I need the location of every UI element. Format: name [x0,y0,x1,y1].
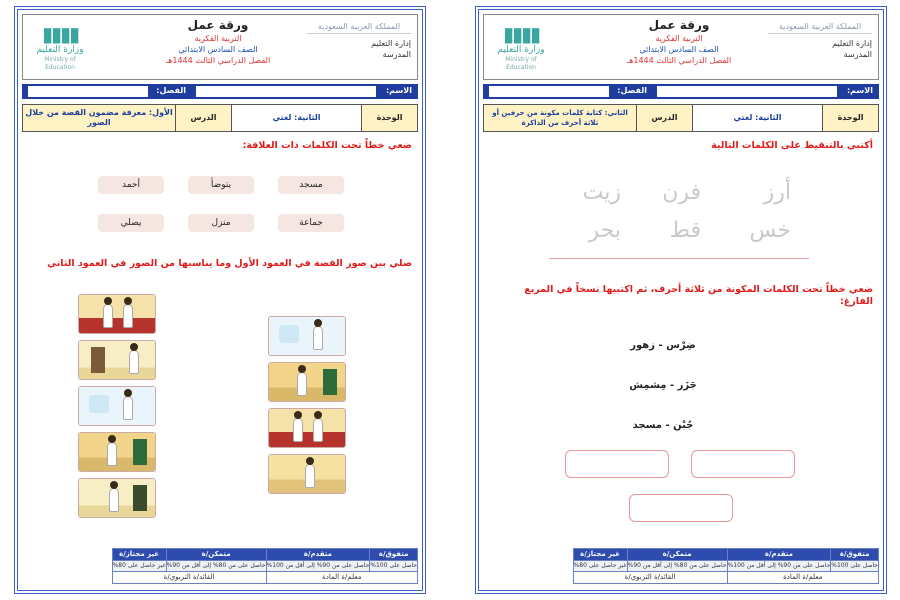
instruction-2: صلي بين صور القصة في العمود الأول وما يناسبها من الصور في العمود الثاني [47,258,412,269]
trace-word[interactable]: قط [669,218,701,243]
subject: التربية الفكرية [655,34,703,43]
level-criterion[interactable]: حاصل على من 90% إلى أقل من 100% [727,560,831,572]
admin-label: إدارة التعليم [371,39,411,48]
level-criterion[interactable]: غير حاصل على 80% [573,560,627,572]
unit-value: الثانية: لغتي [693,105,823,132]
word-chip[interactable]: يصلي [98,214,164,232]
teacher-signature[interactable] [266,572,417,584]
level-criterion[interactable]: حاصل على 100% [370,560,418,572]
word-chip[interactable]: مسجد [278,176,344,194]
word-pair[interactable] [593,340,733,351]
school-label: المدرسة [843,50,872,59]
lesson-value: الأول: معرفة مضمون القصة من خلال الصور [23,105,176,132]
admin-line [768,38,872,49]
logo-icon: ▮▮▮▮ [41,22,79,46]
level-criterion[interactable]: غير حاصل على 80% [112,560,166,572]
subject: التربية الفكرية [194,34,242,43]
level-criterion[interactable]: حاصل على من 80% إلى أقل من 90% [166,560,266,572]
school-label: المدرسة [382,50,411,59]
name-field[interactable] [196,86,376,97]
ministry-name-en: Ministry of Education [505,56,537,71]
answer-box[interactable] [629,494,733,522]
level-header: غير مجتاز/ة [573,549,627,561]
class-field[interactable] [28,86,148,97]
name-bar [483,84,879,99]
header [483,14,879,80]
ministry-name-ar: وزارة التعليم [36,45,84,55]
kingdom-emblem: المملكة العربية السعودية [307,21,411,34]
pair-word[interactable]: جَزَر [677,380,697,391]
logo-icon: ▮▮▮▮ [502,22,540,46]
ministry-name-en: Ministry of Education [44,56,76,71]
instruction-1: ضعي خطاً تحت الكلمات ذات العلاقة: [242,140,412,151]
worksheet-page-left [14,6,426,594]
level-header: متفوق/ة [831,549,879,561]
term: الفصل الدراسي الثالث 1444هـ [626,56,732,65]
level-header: غير مجتاز/ة [112,549,166,561]
school-line [768,49,872,60]
match-picture-wudu[interactable] [268,316,346,356]
story-picture-mosque[interactable] [78,294,156,334]
title-block [133,18,303,67]
worksheet-page-right [475,6,887,594]
lesson-label: الدرس [637,105,693,132]
class-field[interactable] [489,86,609,97]
teacher-signature[interactable] [727,572,878,584]
name-label: الاسم: [385,86,412,95]
leader-signature-label: القائد/ة التربوي/ة [624,573,676,582]
pair-word[interactable]: زهور [630,340,655,351]
name-bar [22,84,418,99]
teacher-signature-label: معلم/ة المادة [322,573,362,582]
pair-word[interactable]: جُبْن [673,420,694,431]
leader-signature[interactable] [112,572,266,584]
leader-signature-label: القائد/ة التربوي/ة [163,573,215,582]
admin-block [307,21,411,60]
word-chip[interactable]: جماعة [278,214,344,232]
assessment-footer [112,548,418,584]
level-criterion[interactable]: حاصل على 100% [831,560,879,572]
class-label: الفصل: [617,86,647,95]
pair-separator: - [669,380,675,391]
term: الفصل الدراسي الثالث 1444هـ [165,56,271,65]
admin-block [768,21,872,60]
school-line [307,49,411,60]
match-picture-mosque[interactable] [268,408,346,448]
unit-value: الثانية: لغتي [232,105,362,132]
grade: الصف السادس الابتدائي [639,45,719,54]
pair-separator: - [665,420,670,431]
story-picture-leaving[interactable] [78,478,156,518]
lesson-label: الدرس [176,105,232,132]
ministry-logo [29,23,91,71]
lesson-value: الثاني: كتابة كلمات مكونة من حرفين أو ثلاثة أحرف من الذاكرة [484,105,637,132]
story-picture-wudu[interactable] [78,386,156,426]
page-gap [428,0,472,600]
grade: الصف السادس الابتدائي [178,45,258,54]
trace-word[interactable]: زيت [582,180,621,205]
level-header: متمكن/ة [166,549,266,561]
leader-signature[interactable] [573,572,727,584]
level-header: متفوق/ة [370,549,418,561]
level-criterion[interactable]: حاصل على من 80% إلى أقل من 90% [627,560,727,572]
trace-word[interactable]: خس [749,218,791,243]
kingdom-emblem: المملكة العربية السعودية [768,21,872,34]
word-chip[interactable]: منزل [188,214,254,232]
teacher-signature-label: معلم/ة المادة [783,573,823,582]
pair-separator: - [658,340,663,351]
admin-label: إدارة التعليم [832,39,872,48]
pair-word[interactable]: مسجد [632,420,662,431]
story-picture-home[interactable] [78,432,156,472]
unit-table [483,104,879,132]
unit-table [22,104,418,132]
word-pair[interactable] [593,380,733,391]
story-picture-door[interactable] [78,340,156,380]
ministry-name-ar: وزارة التعليم [497,45,545,55]
trace-word[interactable]: فرن [662,180,701,205]
trace-baseline [549,258,809,259]
ministry-logo [490,23,552,71]
assessment-footer [573,548,879,584]
trace-word[interactable]: بحر [588,218,621,243]
level-header: متقدم/ة [727,549,831,561]
header [22,14,418,80]
instruction-1: أكتبي بالتنقيط على الكلمات التالية [711,140,873,151]
match-picture-home[interactable] [268,362,346,402]
admin-line [307,38,411,49]
answer-box[interactable] [565,450,669,478]
sheet-title: ورقة عمل [187,18,249,32]
instruction-2: ضعي خطاً تحت الكلمات المكونة من ثلاثة أحرف، ثم اكتبيها نسخاً في المربع الفارغ: [524,284,873,307]
sheet-title: ورقة عمل [648,18,710,32]
level-header: متمكن/ة [627,549,727,561]
pair-word[interactable]: مِشمِش [629,380,667,391]
word-pair[interactable] [593,420,733,431]
word-chip[interactable]: يتوضأ [188,176,254,194]
level-criterion[interactable]: حاصل على من 90% إلى أقل من 100% [266,560,370,572]
unit-label: الوحدة [362,105,418,132]
trace-word[interactable]: أرز [763,180,791,205]
answer-box[interactable] [691,450,795,478]
class-label: الفصل: [156,86,186,95]
unit-label: الوحدة [823,105,879,132]
name-field[interactable] [657,86,837,97]
pair-word[interactable]: ضِرْس [666,340,696,351]
level-header: متقدم/ة [266,549,370,561]
match-picture-street[interactable] [268,454,346,494]
word-chip[interactable]: أحمد [98,176,164,194]
name-label: الاسم: [846,86,873,95]
title-block [594,18,764,67]
